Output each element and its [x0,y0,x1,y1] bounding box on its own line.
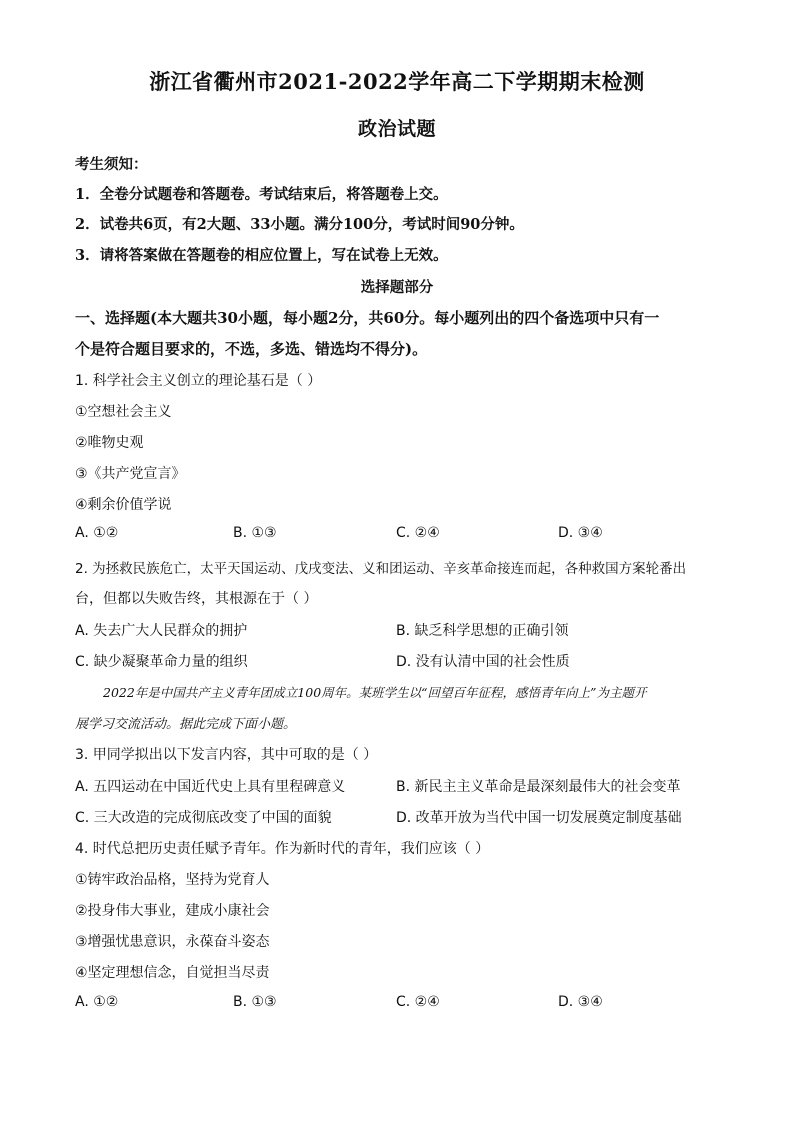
option-c: C. 三大改造的完成彻底改变了中国的面貌 [75,810,332,826]
section-instruction: 个是符合题目要求的，不选，多选、错选均不得分)。 [75,340,428,358]
option-c: C. 缺少凝聚革命力量的组织 [75,654,248,670]
notice-item: 3．请将答案做在答题卷的相应位置上，写在试卷上无效。 [75,247,448,264]
notice-heading: 考生须知： [75,156,148,173]
statement-item: ③增强忧患意识，永葆奋斗姿态 [75,934,270,950]
option-a: A. ①② [75,994,119,1010]
page-subtitle: 政治试题 [357,118,436,140]
question-stem: 4. 时代总把历史责任赋予青年。作为新时代的青年，我们应该（ ） [75,841,490,857]
option-d: D. 没有认清中国的社会性质 [396,654,570,670]
statement-item: ③《共产党宣言》 [75,466,186,482]
statement-item: ④剩余价值学说 [75,497,172,513]
notice-item: 2．试卷共6页，有2大题、33小题。满分100分，考试时间90分钟。 [75,216,524,233]
section-instruction: 一、选择题(本大题共30小题，每小题2分，共60分。每小题列出的四个备选项中只有一 [75,309,660,327]
notice-item: 1．全卷分试题卷和答题卷。考试结束后，将答题卷上交。 [75,186,448,203]
option-b: B. ①③ [233,994,277,1010]
statement-item: ②投身伟大事业，建成小康社会 [75,903,270,919]
page-title: 浙江省衢州市2021-2022学年高二下学期期末检测 [149,69,645,94]
option-a: A. 五四运动在中国近代史上具有里程碑意义 [75,779,346,795]
option-b: B. 新民主主义革命是最深刻最伟大的社会变革 [396,779,681,795]
question-stem: 台，但都以失败告终，其根源在于（ ） [75,591,318,607]
statement-item: ④坚定理想信念，自觉担当尽责 [75,965,270,981]
option-c: C. ②④ [396,994,440,1010]
option-b: B. ①③ [233,525,277,541]
option-b: B. 缺乏科学思想的正确引领 [396,623,569,639]
question-stem: 1. 科学社会主义创立的理论基石是（ ） [75,373,322,389]
question-stem: 2. 为拯救民族危亡，太平天国运动、戊戌变法、义和团运动、辛亥革命接连而起，各种救国方案轮番出 [75,561,687,577]
statement-item: ①铸牢政治品格，坚持为党育人 [75,872,270,888]
option-d: D. ③④ [558,525,603,541]
statement-item: ①空想社会主义 [75,404,172,420]
option-a: A. ①② [75,525,119,541]
section-label: 选择题部分 [360,279,434,296]
statement-item: ②唯物史观 [75,435,144,451]
material-passage: 展学习交流活动。据此完成下面小题。 [75,717,297,732]
option-a: A. 失去广大人民群众的拥护 [75,623,248,639]
option-d: D. 改革开放为当代中国一切发展奠定制度基础 [396,810,682,826]
question-stem: 3. 甲同学拟出以下发言内容，其中可取的是（ ） [75,747,378,763]
material-passage: 2022年是中国共产主义青年团成立100周年。某班学生以“回望百年征程，感悟青年向上”为主题开 [103,685,647,700]
option-c: C. ②④ [396,525,440,541]
option-d: D. ③④ [558,994,603,1010]
